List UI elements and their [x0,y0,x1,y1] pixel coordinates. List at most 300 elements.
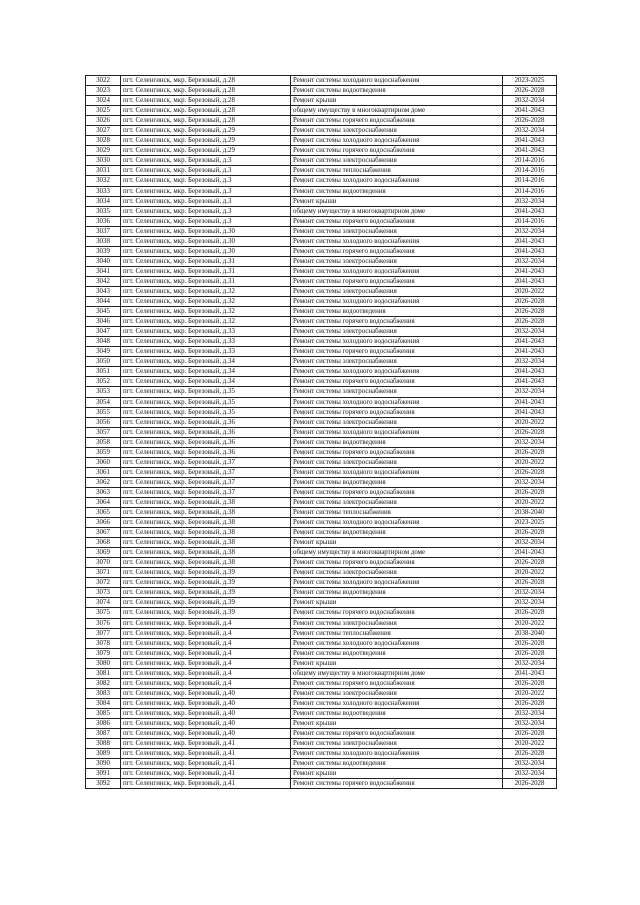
table-row [86,286,557,296]
address-cell: пгт. Селенгинск, мкр. Березовый, д.4 [121,638,291,648]
address-cell: пгт. Селенгинск, мкр. Березовый, д.33 [121,347,291,357]
row-number: 3074 [86,598,121,608]
table-row [86,176,557,186]
row-number: 3088 [86,739,121,749]
address-cell: пгт. Селенгинск, мкр. Березовый, д.29 [121,136,291,146]
row-number: 3072 [86,578,121,588]
table-row [86,487,557,497]
address-cell: пгт. Селенгинск, мкр. Березовый, д.3 [121,176,291,186]
period-cell: 2026-2028 [503,447,557,457]
period-cell: 2026-2028 [503,487,557,497]
address-cell: пгт. Селенгинск, мкр. Березовый, д.39 [121,608,291,618]
row-number: 3062 [86,477,121,487]
address-cell: пгт. Селенгинск, мкр. Березовый, д.30 [121,226,291,236]
address-cell: пгт. Селенгинск, мкр. Березовый, д.4 [121,618,291,628]
address-cell: пгт. Селенгинск, мкр. Березовый, д.41 [121,779,291,789]
address-cell: пгт. Селенгинск, мкр. Березовый, д.41 [121,759,291,769]
address-cell: пгт. Селенгинск, мкр. Березовый, д.40 [121,729,291,739]
table-row [86,598,557,608]
row-number: 3055 [86,407,121,417]
work-type-cell: Ремонт системы холодного водоснабжения [291,578,503,588]
table-row [86,216,557,226]
row-number: 3075 [86,608,121,618]
table-row [86,658,557,668]
work-type-cell: Ремонт системы электроснабжения [291,457,503,467]
period-cell: 2032-2034 [503,357,557,367]
address-cell: пгт. Селенгинск, мкр. Березовый, д.40 [121,708,291,718]
address-cell: пгт. Селенгинск, мкр. Березовый, д.3 [121,156,291,166]
period-cell: 2032-2034 [503,387,557,397]
period-cell: 2038-2040 [503,508,557,518]
period-cell: 2041-2043 [503,276,557,286]
work-type-cell: Ремонт системы холодного водоснабжения [291,638,503,648]
table-body [86,76,557,789]
work-type-cell: Ремонт системы электроснабжения [291,226,503,236]
period-cell: 2026-2028 [503,578,557,588]
row-number: 3042 [86,276,121,286]
work-type-cell: Ремонт системы электроснабжения [291,156,503,166]
address-cell: пгт. Селенгинск, мкр. Березовый, д.41 [121,769,291,779]
period-cell: 2014-2016 [503,156,557,166]
row-number: 3078 [86,638,121,648]
period-cell: 2041-2043 [503,377,557,387]
row-number: 3076 [86,618,121,628]
period-cell: 2032-2034 [503,658,557,668]
period-cell: 2026-2028 [503,86,557,96]
address-cell: пгт. Селенгинск, мкр. Березовый, д.38 [121,508,291,518]
table-row [86,779,557,789]
period-cell: 2032-2034 [503,538,557,548]
table-row [86,528,557,538]
work-type-cell: Ремонт системы холодного водоснабжения [291,397,503,407]
period-cell: 2014-2016 [503,186,557,196]
table-row [86,548,557,558]
work-type-cell: Ремонт системы горячего водоснабжения [291,317,503,327]
row-number: 3083 [86,688,121,698]
address-cell: пгт. Селенгинск, мкр. Березовый, д.4 [121,648,291,658]
address-cell: пгт. Селенгинск, мкр. Березовый, д.35 [121,397,291,407]
table-row [86,538,557,548]
table-row [86,266,557,276]
table-row [86,96,557,106]
table-row [86,447,557,457]
address-cell: пгт. Селенгинск, мкр. Березовый, д.29 [121,126,291,136]
period-cell: 2026-2028 [503,678,557,688]
address-cell: пгт. Селенгинск, мкр. Березовый, д.34 [121,367,291,377]
address-cell: пгт. Селенгинск, мкр. Березовый, д.30 [121,236,291,246]
row-number: 3032 [86,176,121,186]
document-page [85,75,556,789]
table-row [86,417,557,427]
address-cell: пгт. Селенгинск, мкр. Березовый, д.39 [121,568,291,578]
table-row [86,729,557,739]
work-type-cell: Ремонт системы электроснабжения [291,126,503,136]
work-type-cell: Ремонт системы водоотведения [291,759,503,769]
address-cell: пгт. Селенгинск, мкр. Березовый, д.4 [121,658,291,668]
work-type-cell: Ремонт крыши [291,769,503,779]
table-row [86,668,557,678]
work-type-cell: Ремонт системы водоотведения [291,648,503,658]
repair-schedule-table [85,75,557,789]
period-cell: 2041-2043 [503,337,557,347]
address-cell: пгт. Селенгинск, мкр. Березовый, д.31 [121,266,291,276]
work-type-cell: Ремонт крыши [291,538,503,548]
table-row [86,186,557,196]
table-row [86,638,557,648]
address-cell: пгт. Селенгинск, мкр. Березовый, д.3 [121,196,291,206]
work-type-cell: Ремонт системы холодного водоснабжения [291,518,503,528]
row-number: 3064 [86,497,121,507]
address-cell: пгт. Селенгинск, мкр. Березовый, д.34 [121,377,291,387]
work-type-cell: Ремонт системы водоотведения [291,588,503,598]
work-type-cell: Ремонт системы водоотведения [291,307,503,317]
work-type-cell: Ремонт системы холодного водоснабжения [291,749,503,759]
address-cell: пгт. Селенгинск, мкр. Березовый, д.38 [121,528,291,538]
work-type-cell: Ремонт системы электроснабжения [291,256,503,266]
work-type-cell: Ремонт системы электроснабжения [291,327,503,337]
work-type-cell: Ремонт системы горячего водоснабжения [291,729,503,739]
table-row [86,588,557,598]
period-cell: 2032-2034 [503,769,557,779]
row-number: 3030 [86,156,121,166]
address-cell: пгт. Селенгинск, мкр. Березовый, д.39 [121,578,291,588]
table-row [86,497,557,507]
address-cell: пгт. Селенгинск, мкр. Березовый, д.36 [121,417,291,427]
address-cell: пгт. Селенгинск, мкр. Березовый, д.32 [121,317,291,327]
address-cell: пгт. Селенгинск, мкр. Березовый, д.37 [121,457,291,467]
address-cell: пгт. Селенгинск, мкр. Березовый, д.40 [121,698,291,708]
address-cell: пгт. Селенгинск, мкр. Березовый, д.28 [121,76,291,86]
address-cell: пгт. Селенгинск, мкр. Березовый, д.31 [121,276,291,286]
work-type-cell: Ремонт системы холодного водоснабжения [291,266,503,276]
table-row [86,166,557,176]
table-row [86,116,557,126]
row-number: 3023 [86,86,121,96]
row-number: 3051 [86,367,121,377]
period-cell: 2026-2028 [503,749,557,759]
table-row [86,76,557,86]
period-cell: 2032-2034 [503,588,557,598]
address-cell: пгт. Селенгинск, мкр. Березовый, д.39 [121,588,291,598]
work-type-cell: Ремонт системы горячего водоснабжения [291,276,503,286]
work-type-cell: Ремонт системы горячего водоснабжения [291,146,503,156]
row-number: 3037 [86,226,121,236]
row-number: 3085 [86,708,121,718]
row-number: 3040 [86,256,121,266]
row-number: 3086 [86,719,121,729]
period-cell: 2041-2043 [503,347,557,357]
work-type-cell: Ремонт системы горячего водоснабжения [291,116,503,126]
row-number: 3059 [86,447,121,457]
work-type-cell: Ремонт крыши [291,598,503,608]
period-cell: 2032-2034 [503,759,557,769]
table-row [86,236,557,246]
table-row [86,347,557,357]
work-type-cell: общему имуществу в многоквартирном доме [291,206,503,216]
row-number: 3065 [86,508,121,518]
row-number: 3036 [86,216,121,226]
row-number: 3067 [86,528,121,538]
address-cell: пгт. Селенгинск, мкр. Березовый, д.38 [121,497,291,507]
work-type-cell: Ремонт системы водоотведения [291,186,503,196]
period-cell: 2026-2028 [503,467,557,477]
address-cell: пгт. Селенгинск, мкр. Березовый, д.38 [121,538,291,548]
period-cell: 2026-2028 [503,779,557,789]
row-number: 3052 [86,377,121,387]
work-type-cell: Ремонт системы холодного водоснабжения [291,467,503,477]
table-row [86,437,557,447]
row-number: 3090 [86,759,121,769]
table-row [86,407,557,417]
row-number: 3035 [86,206,121,216]
table-row [86,246,557,256]
table-row [86,367,557,377]
period-cell: 2032-2034 [503,327,557,337]
address-cell: пгт. Селенгинск, мкр. Березовый, д.40 [121,688,291,698]
table-row [86,628,557,638]
address-cell: пгт. Селенгинск, мкр. Березовый, д.29 [121,146,291,156]
row-number: 3025 [86,106,121,116]
period-cell: 2032-2034 [503,96,557,106]
work-type-cell: Ремонт системы холодного водоснабжения [291,367,503,377]
period-cell: 2032-2034 [503,477,557,487]
address-cell: пгт. Селенгинск, мкр. Березовый, д.32 [121,286,291,296]
table-row [86,749,557,759]
work-type-cell: Ремонт системы горячего водоснабжения [291,407,503,417]
row-number: 3045 [86,307,121,317]
work-type-cell: Ремонт системы холодного водоснабжения [291,76,503,86]
row-number: 3087 [86,729,121,739]
row-number: 3080 [86,658,121,668]
period-cell: 2032-2034 [503,126,557,136]
work-type-cell: Ремонт системы холодного водоснабжения [291,337,503,347]
work-type-cell: Ремонт системы горячего водоснабжения [291,216,503,226]
period-cell: 2026-2028 [503,698,557,708]
period-cell: 2041-2043 [503,266,557,276]
row-number: 3049 [86,347,121,357]
address-cell: пгт. Селенгинск, мкр. Березовый, д.34 [121,357,291,367]
work-type-cell: Ремонт системы горячего водоснабжения [291,447,503,457]
table-row [86,317,557,327]
work-type-cell: Ремонт системы электроснабжения [291,417,503,427]
row-number: 3024 [86,96,121,106]
address-cell: пгт. Селенгинск, мкр. Березовый, д.41 [121,739,291,749]
period-cell: 2026-2028 [503,317,557,327]
address-cell: пгт. Селенгинск, мкр. Березовый, д.3 [121,216,291,226]
period-cell: 2041-2043 [503,146,557,156]
period-cell: 2026-2028 [503,729,557,739]
row-number: 3061 [86,467,121,477]
row-number: 3089 [86,749,121,759]
address-cell: пгт. Селенгинск, мкр. Березовый, д.3 [121,206,291,216]
address-cell: пгт. Селенгинск, мкр. Березовый, д.28 [121,86,291,96]
row-number: 3081 [86,668,121,678]
work-type-cell: Ремонт системы горячего водоснабжения [291,377,503,387]
work-type-cell: Ремонт системы горячего водоснабжения [291,779,503,789]
period-cell: 2041-2043 [503,407,557,417]
period-cell: 2032-2034 [503,226,557,236]
work-type-cell: Ремонт системы водоотведения [291,437,503,447]
row-number: 3066 [86,518,121,528]
period-cell: 2032-2034 [503,598,557,608]
period-cell: 2032-2034 [503,719,557,729]
table-row [86,719,557,729]
address-cell: пгт. Селенгинск, мкр. Березовый, д.31 [121,256,291,266]
work-type-cell: Ремонт системы водоотведения [291,86,503,96]
table-row [86,678,557,688]
address-cell: пгт. Селенгинск, мкр. Березовый, д.40 [121,719,291,729]
period-cell: 2026-2028 [503,297,557,307]
row-number: 3026 [86,116,121,126]
row-number: 3033 [86,186,121,196]
period-cell: 2032-2034 [503,256,557,266]
row-number: 3060 [86,457,121,467]
work-type-cell: Ремонт системы холодного водоснабжения [291,297,503,307]
row-number: 3047 [86,327,121,337]
table-row [86,136,557,146]
table-row [86,156,557,166]
row-number: 3073 [86,588,121,598]
work-type-cell: Ремонт системы электроснабжения [291,568,503,578]
address-cell: пгт. Селенгинск, мкр. Березовый, д.32 [121,297,291,307]
table-row [86,739,557,749]
period-cell: 2038-2040 [503,628,557,638]
row-number: 3068 [86,538,121,548]
work-type-cell: Ремонт системы электроснабжения [291,497,503,507]
address-cell: пгт. Селенгинск, мкр. Березовый, д.37 [121,467,291,477]
period-cell: 2014-2016 [503,216,557,226]
work-type-cell: Ремонт крыши [291,96,503,106]
table-row [86,518,557,528]
period-cell: 2041-2043 [503,136,557,146]
address-cell: пгт. Селенгинск, мкр. Березовый, д.38 [121,548,291,558]
period-cell: 2026-2028 [503,608,557,618]
address-cell: пгт. Селенгинск, мкр. Березовый, д.4 [121,628,291,638]
work-type-cell: Ремонт системы электроснабжения [291,618,503,628]
work-type-cell: Ремонт системы горячего водоснабжения [291,347,503,357]
table-row [86,467,557,477]
work-type-cell: Ремонт системы водоотведения [291,477,503,487]
address-cell: пгт. Селенгинск, мкр. Березовый, д.41 [121,749,291,759]
row-number: 3092 [86,779,121,789]
row-number: 3039 [86,246,121,256]
table-row [86,477,557,487]
table-row [86,688,557,698]
work-type-cell: Ремонт системы теплоснабжения [291,508,503,518]
table-row [86,759,557,769]
row-number: 3063 [86,487,121,497]
period-cell: 2020-2022 [503,568,557,578]
work-type-cell: Ремонт системы теплоснабжения [291,628,503,638]
table-row [86,608,557,618]
table-row [86,508,557,518]
period-cell: 2041-2043 [503,246,557,256]
table-row [86,196,557,206]
period-cell: 2026-2028 [503,307,557,317]
work-type-cell: общему имуществу в многоквартирном доме [291,106,503,116]
period-cell: 2032-2034 [503,708,557,718]
address-cell: пгт. Селенгинск, мкр. Березовый, д.36 [121,447,291,457]
period-cell: 2041-2043 [503,236,557,246]
row-number: 3028 [86,136,121,146]
table-row [86,558,557,568]
work-type-cell: Ремонт системы холодного водоснабжения [291,698,503,708]
table-row [86,708,557,718]
period-cell: 2032-2034 [503,437,557,447]
row-number: 3031 [86,166,121,176]
address-cell: пгт. Селенгинск, мкр. Березовый, д.36 [121,427,291,437]
table-row [86,769,557,779]
address-cell: пгт. Селенгинск, мкр. Березовый, д.3 [121,186,291,196]
period-cell: 2026-2028 [503,638,557,648]
row-number: 3038 [86,236,121,246]
table-row [86,578,557,588]
table-row [86,568,557,578]
table-row [86,618,557,628]
period-cell: 2020-2022 [503,688,557,698]
period-cell: 2020-2022 [503,457,557,467]
row-number: 3022 [86,76,121,86]
table-row [86,698,557,708]
address-cell: пгт. Селенгинск, мкр. Березовый, д.38 [121,558,291,568]
period-cell: 2032-2034 [503,196,557,206]
row-number: 3071 [86,568,121,578]
work-type-cell: Ремонт системы электроснабжения [291,286,503,296]
work-type-cell: Ремонт системы водоотведения [291,528,503,538]
address-cell: пгт. Селенгинск, мкр. Березовый, д.32 [121,307,291,317]
work-type-cell: Ремонт крыши [291,196,503,206]
period-cell: 2026-2028 [503,427,557,437]
work-type-cell: Ремонт крыши [291,658,503,668]
row-number: 3043 [86,286,121,296]
work-type-cell: Ремонт системы электроснабжения [291,357,503,367]
work-type-cell: Ремонт системы электроснабжения [291,387,503,397]
period-cell: 2014-2016 [503,176,557,186]
address-cell: пгт. Селенгинск, мкр. Березовый, д.33 [121,327,291,337]
table-row [86,297,557,307]
table-row [86,126,557,136]
address-cell: пгт. Селенгинск, мкр. Березовый, д.39 [121,598,291,608]
work-type-cell: Ремонт системы холодного водоснабжения [291,427,503,437]
period-cell: 2026-2028 [503,116,557,126]
work-type-cell: общему имуществу в многоквартирном доме [291,668,503,678]
table-row [86,427,557,437]
period-cell: 2041-2043 [503,548,557,558]
work-type-cell: общему имуществу в многоквартирном доме [291,548,503,558]
address-cell: пгт. Селенгинск, мкр. Березовый, д.3 [121,166,291,176]
period-cell: 2026-2028 [503,648,557,658]
work-type-cell: Ремонт системы теплоснабжения [291,166,503,176]
table-row [86,648,557,658]
address-cell: пгт. Селенгинск, мкр. Березовый, д.35 [121,387,291,397]
row-number: 3091 [86,769,121,779]
table-row [86,86,557,96]
period-cell: 2020-2022 [503,286,557,296]
table-row [86,307,557,317]
work-type-cell: Ремонт системы горячего водоснабжения [291,558,503,568]
period-cell: 2020-2022 [503,417,557,427]
address-cell: пгт. Селенгинск, мкр. Березовый, д.28 [121,106,291,116]
work-type-cell: Ремонт системы водоотведения [291,708,503,718]
address-cell: пгт. Селенгинск, мкр. Березовый, д.36 [121,437,291,447]
period-cell: 2041-2043 [503,206,557,216]
table-row [86,327,557,337]
address-cell: пгт. Селенгинск, мкр. Березовый, д.38 [121,518,291,528]
table-row [86,337,557,347]
row-number: 3050 [86,357,121,367]
period-cell: 2041-2043 [503,106,557,116]
period-cell: 2041-2043 [503,397,557,407]
